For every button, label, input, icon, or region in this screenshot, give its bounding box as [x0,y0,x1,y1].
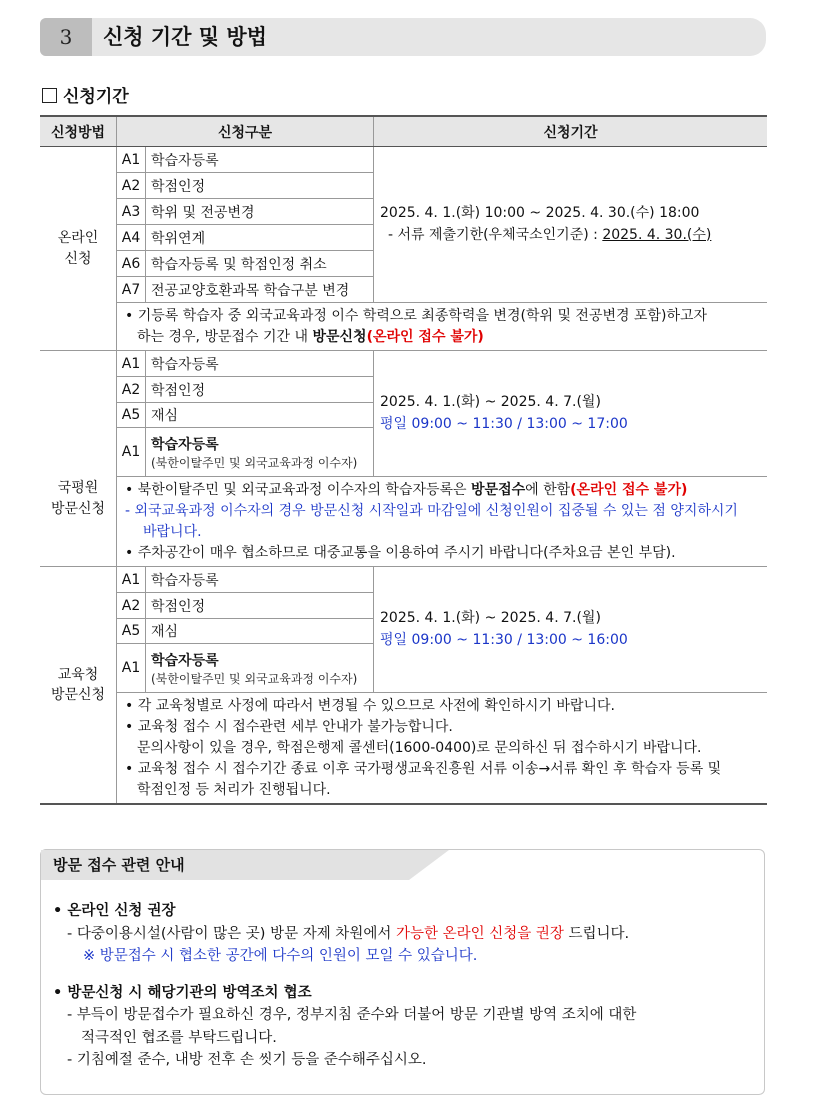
category-name: 학습자등록 [146,351,374,377]
period-nile: 2025. 4. 1.(화) ~ 2025. 4. 7.(월) 평일 09:00 ~ 11:30 / 13:00 ~ 17:00 [374,351,768,477]
section-header [40,18,766,56]
category-name: 학습자등록 (북한이탈주민 및 외국교육과정 이수자) [146,428,374,477]
header-method: 신청방법 [40,116,117,147]
online-note: • 기등록 학습자 중 외국교육과정 이수 학력으로 최종학력을 변경(학위 및 전공변경 포함)하고자 하는 경우, 방문접수 기간 내 방문신청(온라인 접수 불가) [117,303,768,351]
category-code: A4 [117,225,146,251]
method-nile: 국평원 방문신청 [40,351,117,567]
section-number: 3 [40,18,92,56]
notice-line: ※ 방문접수 시 협소한 공간에 다수의 인원이 모일 수 있습니다. [83,948,478,964]
notice-line: 적극적인 협조를 부탁드립니다. [81,1029,277,1046]
category-name: 학습자등록 (북한이탈주민 및 외국교육과정 이수자) [146,644,374,693]
category-code: A1 [117,428,146,477]
notice-title: 방문 접수 관련 안내 [41,850,409,880]
notice-line: - 다중이용시설(사람이 많은 곳) 방문 자제 차원에서 가능한 온라인 신청을 권장 드립니다. [67,925,630,942]
category-code: A1 [117,644,146,693]
notice-heading-quarantine: • 방문신청 시 해당기관의 방역조치 협조 [53,984,312,1001]
category-name: 재심 [146,403,374,428]
category-name: 학점인정 [146,173,374,199]
category-name: 전공교양호환과목 학습구분 변경 [146,277,374,303]
notice-body [53,900,636,1072]
notice-title-tab-edge [409,850,449,880]
subtitle [42,82,129,107]
category-name: 학위 및 전공변경 [146,199,374,225]
section-title: 신청 기간 및 방법 [103,25,267,49]
category-name: 재심 [146,619,374,644]
category-code: A3 [117,199,146,225]
application-period-table [40,115,767,805]
category-code: A1 [117,351,146,377]
category-code: A5 [117,619,146,644]
category-code: A2 [117,173,146,199]
category-name: 학위연계 [146,225,374,251]
category-code: A1 [117,147,146,173]
category-name: 학점인정 [146,593,374,619]
category-code: A7 [117,277,146,303]
period-office: 2025. 4. 1.(화) ~ 2025. 4. 7.(월) 평일 09:00 ~ 11:30 / 13:00 ~ 16:00 [374,567,768,693]
category-code: A5 [117,403,146,428]
visit-notice-box [40,849,765,1095]
subtitle-text: 신청기간 [63,87,129,107]
method-online: 온라인 신청 [40,147,117,351]
category-name: 학점인정 [146,377,374,403]
category-name: 학습자등록 [146,147,374,173]
notice-line: - 부득이 방문접수가 필요하신 경우, 정부지침 준수와 더불어 방문 기관별 방역 조치에 대한 [67,1007,637,1023]
office-note: • 각 교육청별로 사정에 따라서 변경될 수 있으므로 사전에 확인하시기 바랍니다. • 교육청 접수 시 접수관련 세부 안내가 불가능합니다. 문의사항이 있을 경우, 학점은행제 콜센터(1600-0400)로 문의하신 뒤 접수하시기 바랍니다. • 교육청 접수 시 접수기간 종료 이후 국가평생교육진흥원 서류 이송→서류 확인 후 학습자 등록 및 학점인정 등 처리가 진행됩니다. [117,693,768,805]
category-name: 학습자등록 [146,567,374,593]
notice-line: - 기침예절 준수, 내방 전후 손 씻기 등을 준수해주십시오. [67,1052,427,1068]
method-office: 교육청 방문신청 [40,567,117,805]
nile-note: • 북한이탈주민 및 외국교육과정 이수자의 학습자등록은 방문접수에 한함(온라인 접수 불가) - 외국교육과정 이수자의 경우 방문신청 시작일과 마감일에 신청인원이 집중될 수 있는 점 양지하시기 바랍니다. • 주차공간이 매우 협소하므로 대중교통을 이용하여 주시기 바랍니다(주차요금 본인 부담). [117,477,768,567]
period-online: 2025. 4. 1.(화) 10:00 ~ 2025. 4. 30.(수) 18:00 - 서류 제출기한(우체국소인기준) : 2025. 4. 30.(수) [374,147,768,303]
notice-heading-online: • 온라인 신청 권장 [53,903,176,919]
checkbox-square-icon [42,88,57,103]
category-code: A6 [117,251,146,277]
category-code: A1 [117,567,146,593]
category-name: 학습자등록 및 학점인정 취소 [146,251,374,277]
category-code: A2 [117,593,146,619]
header-category: 신청구분 [117,116,374,147]
category-code: A2 [117,377,146,403]
header-period: 신청기간 [374,116,768,147]
